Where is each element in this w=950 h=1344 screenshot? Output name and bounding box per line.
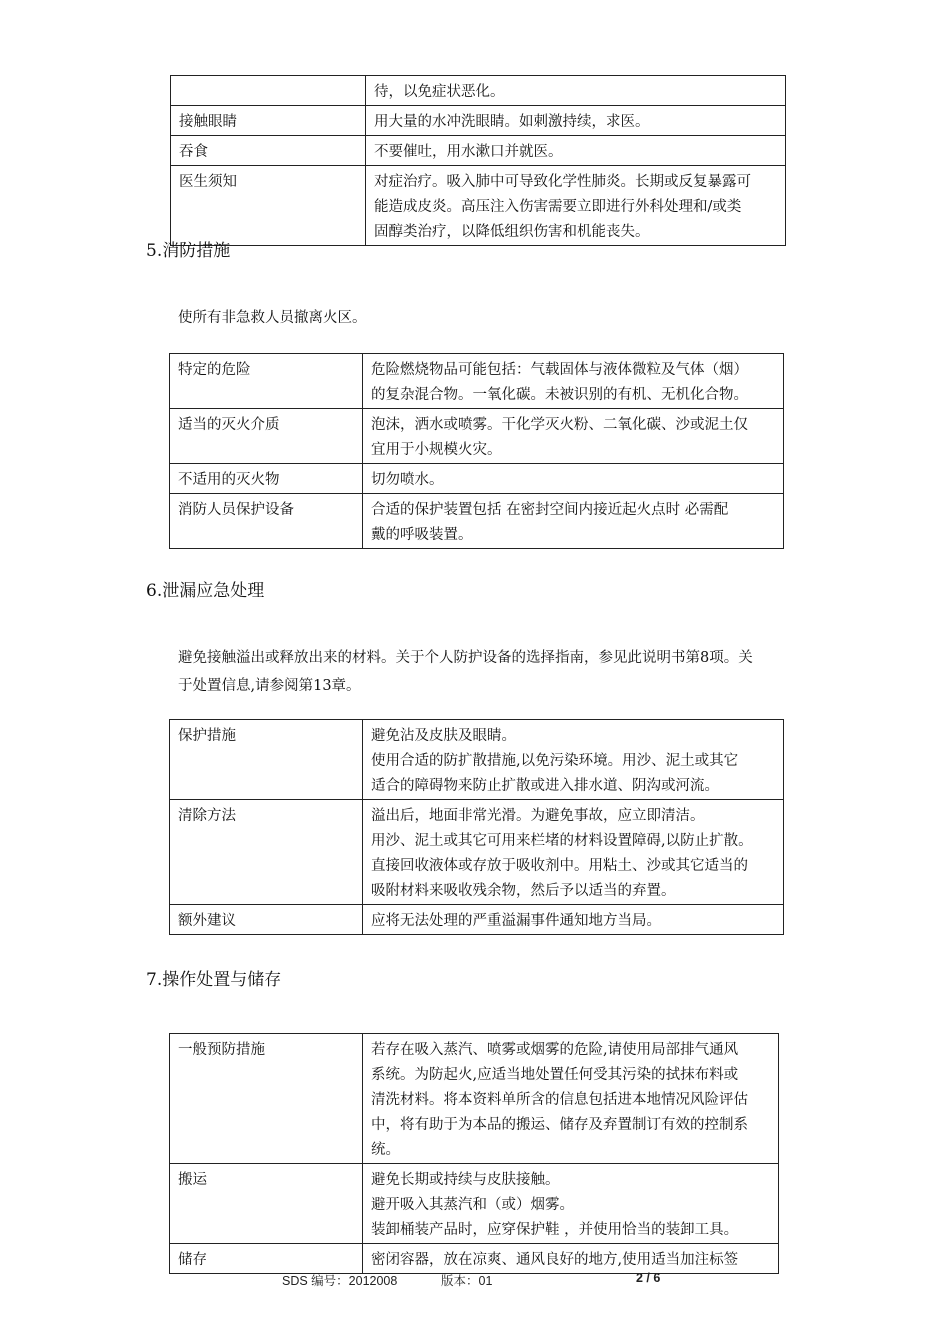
cell-line: 的复杂混合物。一氧化碳。未被识别的有机、无机化合物。	[371, 387, 748, 403]
table-row	[170, 800, 784, 905]
table-row	[170, 494, 784, 549]
table-cell-key: 医生须知	[171, 166, 366, 246]
table-cell-value	[366, 106, 786, 136]
table-cell-key: 清除方法	[170, 800, 363, 905]
table-cell-key: 特定的危险	[170, 354, 363, 409]
table-row	[170, 1034, 779, 1164]
table-cell-value	[366, 136, 786, 166]
table-cell-key: 储存	[170, 1244, 363, 1274]
table-row	[170, 1244, 779, 1274]
first-aid-table	[170, 75, 786, 246]
intro-line: 避免接触溢出或释放出来的材料。关于个人防护设备的选择指南，参见此说明书第8项。关	[178, 650, 753, 666]
cell-line: 合适的保护装置包括 在密封空间内接近起火点时 必需配	[371, 502, 729, 518]
cell-line: 宜用于小规模火灾。	[371, 442, 502, 458]
table-cell-value	[363, 800, 784, 905]
cell-line: 戴的呼吸装置。	[371, 527, 473, 543]
cell-line: 待，以免症状恶化。	[374, 84, 505, 100]
table-cell-key: 适当的灭火介质	[170, 409, 363, 464]
cell-line: 装卸桶装产品时，应穿保护鞋 ，并使用恰当的装卸工具。	[371, 1222, 739, 1238]
table-cell-key: 接触眼睛	[171, 106, 366, 136]
footer-page-number: 2 / 6	[636, 1271, 661, 1285]
table-cell-value	[363, 409, 784, 464]
cell-line: 对症治疗。吸入肺中可导致化学性肺炎。长期或反复暴露可	[374, 174, 751, 190]
table-cell-key: 保护措施	[170, 720, 363, 800]
cell-line: 密闭容器，放在凉爽、通风良好的地方,使用适当加注标签	[371, 1252, 739, 1268]
table-row	[170, 1164, 779, 1244]
table-cell-value	[366, 76, 786, 106]
table-row	[170, 354, 784, 409]
table-row	[170, 905, 784, 935]
spill-response-table	[169, 719, 784, 935]
table-cell-key: 一般预防措施	[170, 1034, 363, 1164]
cell-line: 避免长期或持续与皮肤接触。	[371, 1172, 560, 1188]
cell-line: 直接回收液体或存放于吸收剂中。用粘土、沙或其它适当的	[371, 858, 748, 874]
cell-line: 危险燃烧物品可能包括：气载固体与液体微粒及气体（烟）	[371, 362, 748, 378]
section-7-heading: 7.操作处置与储存	[146, 970, 282, 990]
table-cell-key: 额外建议	[170, 905, 363, 935]
table-row	[170, 409, 784, 464]
table-row	[171, 136, 786, 166]
handling-storage-table	[169, 1033, 779, 1274]
table-cell-value	[363, 464, 784, 494]
section-6-intro	[178, 644, 818, 700]
table-row	[171, 106, 786, 136]
cell-line: 不要催吐，用水漱口并就医。	[374, 144, 563, 160]
table-cell-key: 搬运	[170, 1164, 363, 1244]
cell-line: 清洗材料。将本资料单所含的信息包括进本地情况风险评估	[371, 1092, 748, 1108]
table-cell-key	[171, 76, 366, 106]
footer-version: 版本：01	[441, 1274, 493, 1288]
table-cell-value	[363, 905, 784, 935]
cell-line: 使用合适的防扩散措施,以免污染环境。用沙、泥土或其它	[371, 753, 739, 769]
cell-line: 若存在吸入蒸汽、喷雾或烟雾的危险,请使用局部排气通风	[371, 1042, 739, 1058]
cell-line: 切勿喷水。	[371, 472, 444, 488]
table-cell-value	[363, 494, 784, 549]
table-cell-value	[363, 1034, 779, 1164]
footer-sds-number: SDS 编号：2012008	[282, 1274, 398, 1288]
table-cell-value	[363, 1164, 779, 1244]
cell-line: 统。	[371, 1142, 400, 1158]
cell-line: 应将无法处理的严重溢漏事件通知地方当局。	[371, 913, 661, 929]
table-cell-key: 不适用的灭火物	[170, 464, 363, 494]
cell-line: 固醇类治疗，以降低组织伤害和机能丧失。	[374, 224, 650, 240]
table-row	[170, 720, 784, 800]
table-cell-key: 吞食	[171, 136, 366, 166]
firefighting-table	[169, 353, 784, 549]
table-cell-value	[366, 166, 786, 246]
cell-line: 溢出后，地面非常光滑。为避免事故，应立即清洁。	[371, 808, 705, 824]
section-5-intro: 使所有非急救人员撤离火区。	[178, 310, 367, 326]
table-cell-value	[363, 354, 784, 409]
cell-line: 适合的障碍物来防止扩散或进入排水道、阴沟或河流。	[371, 778, 719, 794]
cell-line: 泡沫，洒水或喷雾。干化学灭火粉、二氧化碳、沙或泥土仅	[371, 417, 748, 433]
cell-line: 系统。为防起火,应适当地处置任何受其污染的拭抹布料或	[371, 1067, 739, 1083]
table-cell-value	[363, 1244, 779, 1274]
table-cell-key: 消防人员保护设备	[170, 494, 363, 549]
cell-line: 避开吸入其蒸汽和（或）烟雾。	[371, 1197, 574, 1213]
table-row	[171, 166, 786, 246]
table-row	[170, 464, 784, 494]
cell-line: 避免沾及皮肤及眼睛。	[371, 728, 516, 744]
section-6-heading: 6.泄漏应急处理	[146, 581, 265, 601]
section-5-heading: 5.消防措施	[146, 241, 231, 261]
cell-line: 能造成皮炎。高压注入伤害需要立即进行外科处理和/或类	[374, 199, 742, 215]
table-row	[171, 76, 786, 106]
cell-line: 用大量的水冲洗眼睛。如刺激持续，求医。	[374, 114, 650, 130]
cell-line: 吸附材料来吸收残余物，然后予以适当的弃置。	[371, 883, 676, 899]
intro-line: 于处置信息,请参阅第13章。	[178, 678, 361, 694]
cell-line: 用沙、泥土或其它可用来栏堵的材料设置障碍,以防止扩散。	[371, 833, 753, 849]
table-cell-value	[363, 720, 784, 800]
cell-line: 中，将有助于为本品的搬运、储存及弃置制订有效的控制系	[371, 1117, 748, 1133]
